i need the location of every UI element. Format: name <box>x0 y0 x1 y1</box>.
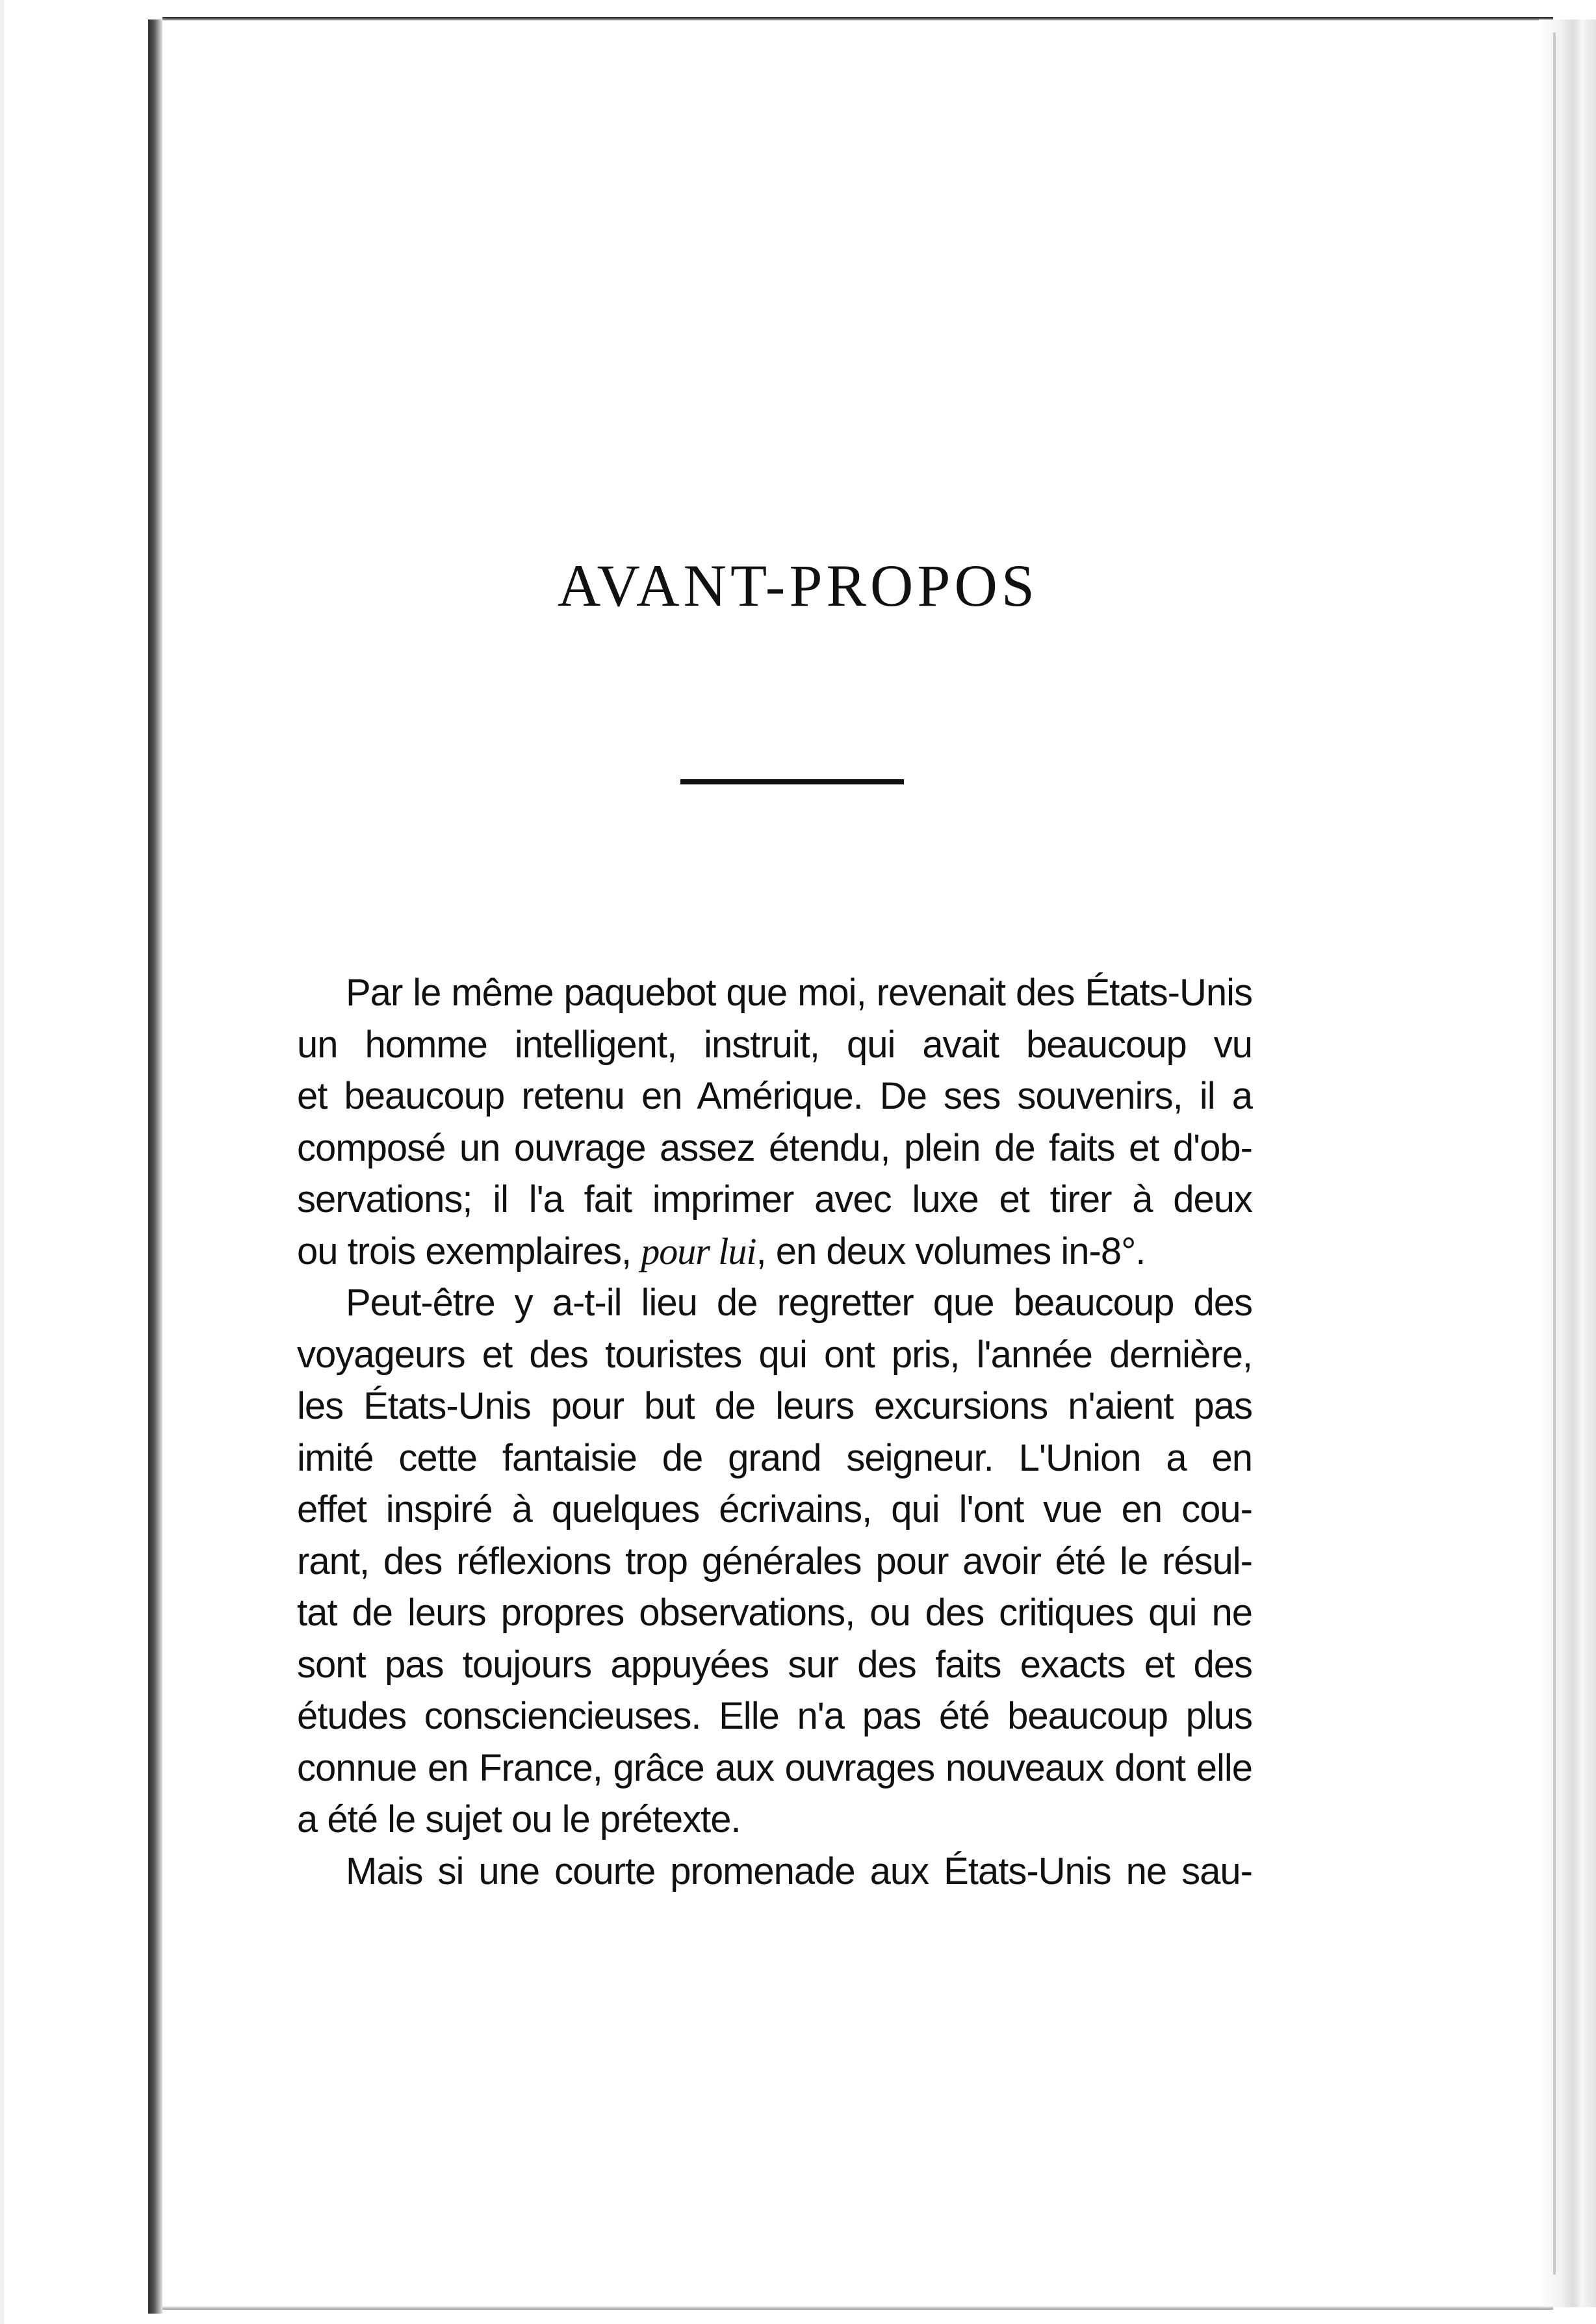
text-line: un homme intelligent, instruit, qui avait beaucoup vu <box>297 1023 1252 1066</box>
text-line: tat de leurs propres observations, ou des critiques qui ne <box>297 1592 1252 1634</box>
italic-phrase: pour lui <box>641 1230 756 1272</box>
text-line: et beaucoup retenu en Amérique. De ses souvenirs, il a <box>297 1075 1252 1117</box>
text-line: voyageurs et des touristes qui ont pris, l'année dernière, <box>297 1333 1252 1376</box>
page-binding-edge <box>148 19 162 2314</box>
page-title: AVANT-PROPOS <box>557 552 1039 619</box>
text-line: rant, des réflexions trop générales pour avoir été le résul- <box>297 1540 1252 1582</box>
text-line: Peut-être y a-t-il lieu de regretter que beaucoup des <box>346 1282 1252 1324</box>
text-line: Par le même paquebot que moi, revenait des États-Unis <box>346 972 1252 1014</box>
page-bottom-edge <box>162 2306 1553 2310</box>
text-line: imité cette fantaisie de grand seigneur. L'Union a en <box>297 1436 1252 1479</box>
body-text <box>297 967 1252 1897</box>
text-segment: , en deux volumes in-8°. <box>756 1230 1146 1272</box>
text-line: a été le sujet ou le prétexte. <box>297 1798 741 1840</box>
text-line <box>297 1226 1252 1278</box>
text-line: Mais si une courte promenade aux États-Unis ne sau- <box>346 1850 1252 1892</box>
page-right-fold-line <box>1553 32 1556 2275</box>
text-line: études consciencieuses. Elle n'a pas été beaucoup plus <box>297 1695 1252 1737</box>
scan-left-margin <box>0 0 4 2324</box>
text-line: effet inspiré à quelques écrivains, qui l'ont vue en cou- <box>297 1488 1252 1530</box>
title-divider <box>680 779 904 784</box>
text-line: sont pas toujours appuyées sur des faits exacts et des <box>297 1643 1252 1686</box>
text-line: composé un ouvrage assez étendu, plein de faits et d'ob- <box>297 1126 1252 1169</box>
paragraph-3 <box>297 1846 1252 1898</box>
text-line: les États-Unis pour but de leurs excursions n'aient pas <box>297 1385 1252 1427</box>
page-top-edge <box>162 17 1553 21</box>
text-line: connue en France, grâce aux ouvrages nouveaux dont elle <box>297 1746 1252 1789</box>
paragraph-1 <box>297 967 1252 1277</box>
text-segment: ou trois exemplaires, <box>297 1230 641 1272</box>
text-line: servations; il l'a fait imprimer avec luxe et tirer à deux <box>297 1178 1252 1220</box>
paragraph-2 <box>297 1277 1252 1846</box>
page-right-edge <box>1539 19 1596 2307</box>
